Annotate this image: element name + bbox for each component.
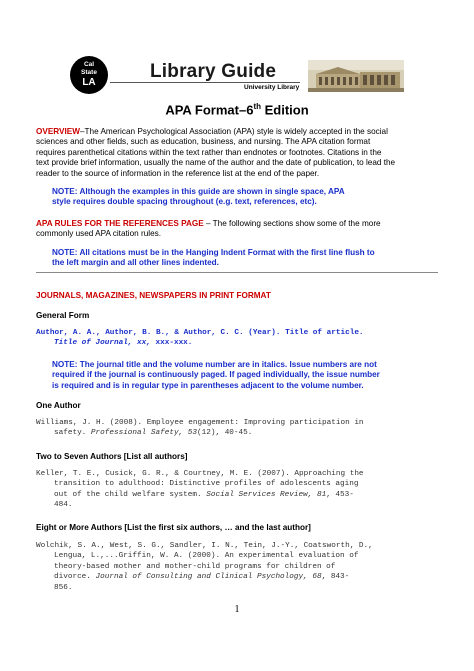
header-rule	[110, 82, 300, 83]
library-building-image	[308, 60, 404, 92]
logo-line-3: LA	[82, 77, 96, 88]
apa-rules-paragraph: APA RULES FOR THE REFERENCES PAGE – The following sections show some of the more commonly used APA citation rules.	[36, 219, 381, 239]
library-guide-title: Library Guide	[150, 61, 277, 82]
page-number: 1	[234, 604, 240, 615]
eight-or-more-heading: Eight or More Authors [List the first six authors, … and the last author]	[36, 523, 311, 532]
one-author-heading: One Author	[36, 401, 81, 410]
hanging-indent-note: NOTE: All citations must be in the Hanging Indent Format with the first line flush to the left margin and all other lines indented.	[52, 248, 375, 268]
double-spacing-note: NOTE: Although the examples in this guide are shown in single space, APA style requires double spacing throughout (e.g. text, references, etc).	[52, 187, 345, 207]
document-title: APA Format–6th Edition	[165, 102, 309, 118]
journals-section-heading: JOURNALS, MAGAZINES, NEWSPAPERS IN PRINT FORMAT	[36, 291, 271, 300]
one-author-citation: Williams, J. H. (2008). Employee engagement: Improving participation in safety. Professional Safety, 53(12), 40-45.	[36, 419, 364, 438]
overview-label: OVERVIEW	[36, 127, 80, 136]
university-library-subtitle: University Library	[244, 84, 300, 91]
apa-rules-label: APA RULES FOR THE REFERENCES PAGE	[36, 219, 204, 228]
cal-state-la-logo	[70, 56, 108, 94]
two-to-seven-citation: Keller, T. E., Cusick, G. R., & Courtney, M. E. (2007). Approaching the transition to adulthood: Distinctive profiles of adolescents aging out of the child welfare system. Social Services Review, 81, 453- 484.	[36, 470, 364, 510]
general-form-heading: General Form	[36, 311, 90, 320]
eight-or-more-citation: Wolchik, S. A., West, S. G., Sandler, I. N., Tein, J.-Y., Coatsworth, D., Lengua, L.,...Griffin, W. A. (2000). An experimental evaluation of theory-based mother and mother-child programs for children of divorce. Journal of Consulting and Clinical Psychology, 68, 843- 856.	[36, 542, 373, 592]
logo-line-2: State	[81, 69, 97, 76]
italics-note: NOTE: The journal title and the volume number are in italics. Issue numbers are not required if the journal is continuously paged. If paged individually, the issue number is required and is in regular type in parentheses adjacent to the volume number.	[52, 360, 380, 390]
general-form-citation: Author, A. A., Author, B. B., & Author, C. C. (Year). Title of article. Title of Journal, xx, xxx-xxx.	[36, 329, 364, 348]
overview-paragraph: OVERVIEW–The American Psychological Association (APA) style is widely accepted in the social sciences and other fields, such as education, business, and nursing. The APA citation format requires parenthetical citations within the text rather than endnotes or footnotes. Citations in the text provide brief information, usually the name of the author and the date of publication, to lead the reader to the source of information in the reference list at the end of the paper.	[36, 127, 396, 178]
section-divider	[36, 272, 438, 273]
two-to-seven-heading: Two to Seven Authors [List all authors]	[36, 452, 188, 461]
logo-line-1: Cal	[83, 61, 95, 68]
